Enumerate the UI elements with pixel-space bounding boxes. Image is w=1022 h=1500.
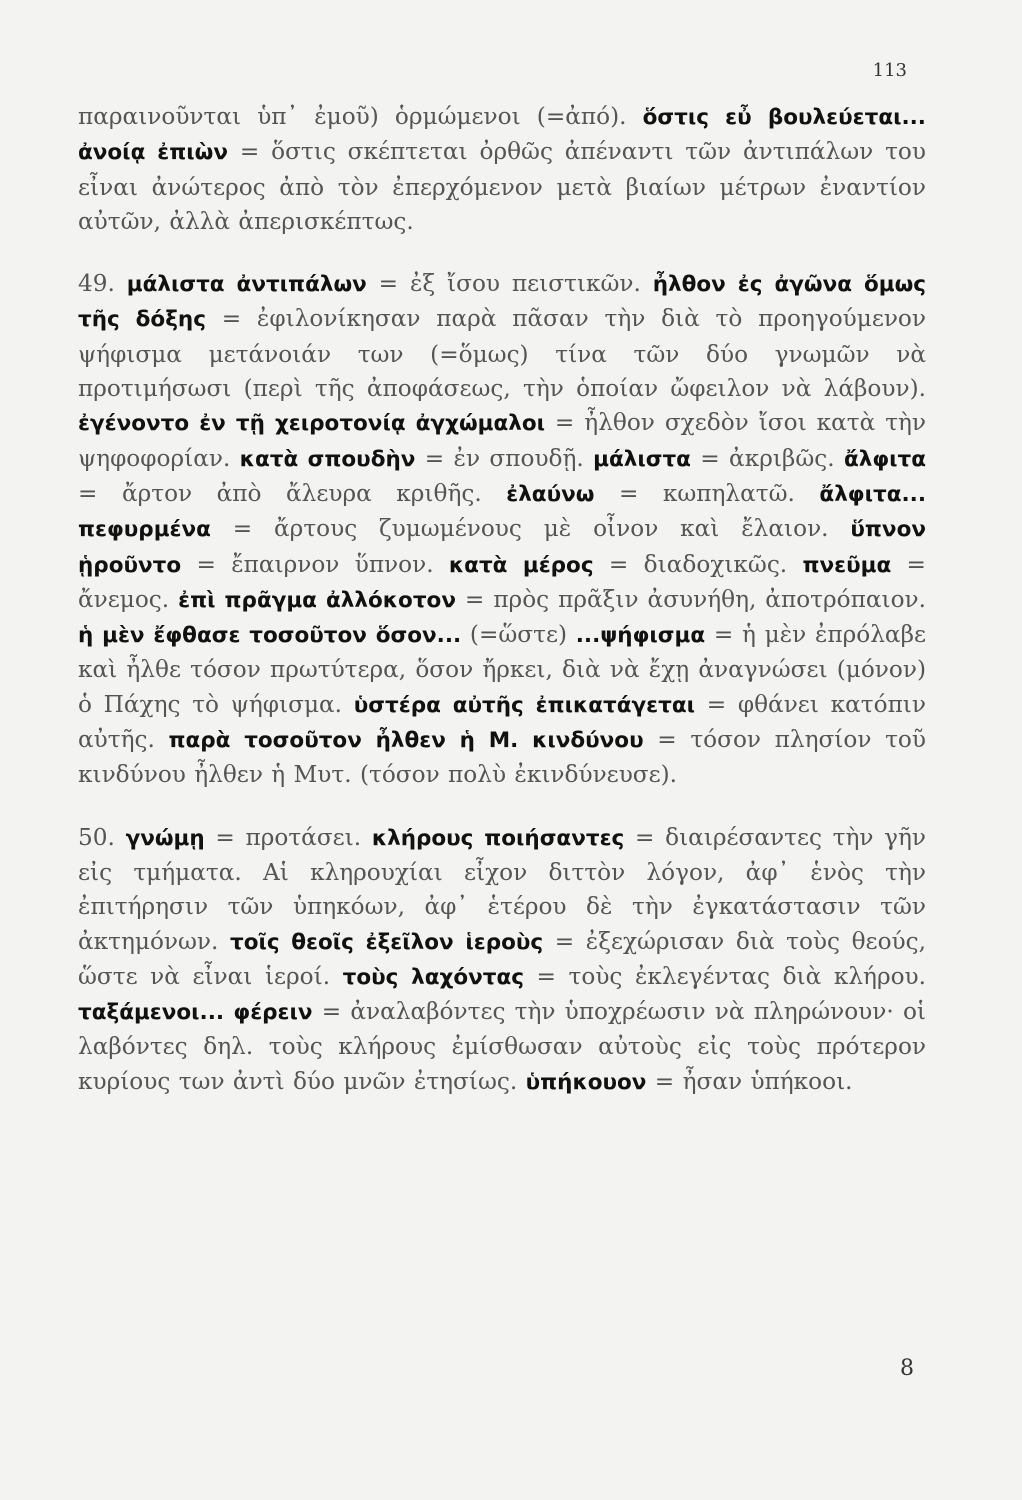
gloss: = ἔπαιρνον ὕπνον. bbox=[181, 550, 449, 578]
commentary-text bbox=[78, 100, 926, 1100]
lemma: ἐπὶ πρᾶγμα ἀλλόκοτον bbox=[178, 587, 456, 613]
gloss: = διαδοχικῶς. bbox=[593, 550, 803, 578]
lemma: ἦλθον ἐς ἀγῶνα ὅμως τῆς δόξης bbox=[78, 272, 926, 333]
gloss: = ὅστις σκέπτεται ὀρθῶς ἀπέναντι τῶν ἀντιπάλων του εἶναι ἀνώτερος ἀπὸ τὸν ἐπερχόμενον μετὰ βιαίων μέτρων ἐναντίον αὐτῶν, ἀλλὰ ἀπερισκέπτως. bbox=[78, 138, 926, 235]
gloss: παραινοῦνται ὑπ᾽ ἐμοῦ) ὁρμώμενοι (=ἀπό). bbox=[78, 103, 643, 130]
lemma: κλήρους ποιήσαντες bbox=[371, 825, 625, 851]
lemma: τοῖς θεοῖς ἐξεῖλον ἱεροὺς bbox=[229, 929, 544, 955]
gloss: = ἐν σπουδῇ. bbox=[415, 444, 594, 472]
gloss: = διαιρέσαντες τὴν γῆν εἰς τμήματα. Αἱ κληρουχίαι εἶχον διττὸν λόγον, ἀφ᾽ ἑνὸς τὴν ἐπιτήρησιν τῶν ὑπηκόων, ἀφ᾽ ἑτέρου δὲ τὴν ἐγκατάστασιν τῶν ἀκτημόνων. bbox=[78, 823, 927, 955]
gloss: = κωπηλατῶ. bbox=[594, 479, 820, 507]
page-number: 113 bbox=[872, 60, 907, 81]
lemma: ὑστέρα αὐτῆς ἐπικατάγεται bbox=[353, 692, 695, 718]
lemma: ἄλφιτα bbox=[843, 446, 927, 472]
gloss: = ἄνεμος. bbox=[78, 550, 926, 613]
gloss: = τοὺς ἐκλεγέντας διὰ κλήρου. bbox=[524, 962, 927, 990]
gloss: = πρὸς πρᾶξιν ἀσυνήθη, ἀποτρόπαιον. bbox=[455, 585, 926, 613]
paragraph bbox=[78, 267, 926, 792]
lemma: ὑπήκουον bbox=[525, 1069, 647, 1095]
gloss: 49. bbox=[78, 270, 127, 298]
gloss: = φθάνει κατόπιν αὐτῆς. bbox=[78, 690, 926, 754]
lemma: κατὰ σπουδὴν bbox=[239, 446, 416, 472]
paragraph bbox=[78, 100, 926, 239]
lemma: μάλιστα ἀντιπάλων bbox=[126, 272, 367, 298]
lemma: μάλιστα bbox=[593, 446, 691, 472]
gloss: = ἦσαν ὑπήκοοι. bbox=[646, 1067, 853, 1095]
lemma: ἐλαύνω bbox=[506, 481, 595, 507]
lemma: κατὰ μέρος bbox=[448, 552, 594, 578]
lemma: ...ψήφισμα bbox=[575, 623, 706, 649]
gloss: = ἦλθον σχεδὸν ἴσοι κατὰ τὴν ψηφοφορίαν. bbox=[78, 409, 927, 472]
lemma: ὅστις εὖ βουλεύεται... bbox=[642, 105, 926, 130]
lemma: παρὰ τοσοῦτον ἦλθεν ἡ Μ. κινδύνου bbox=[168, 728, 644, 754]
gloss: 50. bbox=[78, 823, 126, 851]
gloss: = τόσον πλησίον τοῦ κινδύνου ἦλθεν ἡ Μυτ. (τόσον πολὺ ἐκινδύνευσε). bbox=[78, 726, 926, 789]
signature-mark: 8 bbox=[900, 1356, 914, 1381]
gloss: = ἐφιλονίκησαν παρὰ πᾶσαν τὴν διὰ τὸ προηγούμενον ψήφισμα μετάνοιάν των (=ὅμως) τίνα τῶν δύο γνωμῶν νὰ προτιμήσωσι (περὶ τῆς ἀποφάσεως, τὴν ὁποίαν ὤφειλον νὰ λάβουν). bbox=[78, 305, 926, 403]
lemma: γνώμῃ bbox=[125, 825, 205, 851]
gloss: = ἀκριβῶς. bbox=[690, 444, 844, 472]
lemma: πνεῦμα bbox=[802, 552, 892, 578]
gloss: = ἄρτον ἀπὸ ἄλευρα κριθῆς. bbox=[78, 479, 507, 507]
gloss: = ἀναλαβόντες τὴν ὑποχρέωσιν νὰ πληρώνουν· οἱ λαβόντες δηλ. τοὺς κλήρους ἐμίσθωσαν αὐτοὺς εἰς τοὺς πρότερον κυρίους των ἀντὶ δύο μνῶν ἐτησίως. bbox=[78, 998, 926, 1095]
lemma: τοὺς λαχόντας bbox=[342, 964, 524, 990]
gloss: = προτάσει. bbox=[204, 823, 372, 851]
lemma: ἐγένοντο ἐν τῇ χειροτονίᾳ ἀγχώμαλοι bbox=[78, 411, 545, 437]
lemma: ἀνοίᾳ ἐπιὼν bbox=[78, 140, 228, 166]
lemma: ὕπνον ᾑροῦντο bbox=[78, 517, 926, 578]
lemma: ἄλφιτα... πεφυρμένα bbox=[78, 481, 926, 543]
lemma: ἡ μὲν ἔφθασε τοσοῦτον ὅσον... bbox=[78, 623, 462, 649]
gloss: = ἡ μὲν ἐπρόλαβε καὶ ἦλθε τόσον πρωτύτερα, ὅσον ἤρκει, διὰ νὰ ἔχῃ ἀναγνώσει (μόνον) ὁ Πάχης τὸ ψήφισμα. bbox=[78, 621, 926, 718]
paragraph bbox=[78, 821, 926, 1100]
gloss: (=ὥστε) bbox=[461, 621, 576, 649]
gloss: = ἐξεχώρισαν διὰ τοὺς θεούς, ὥστε νὰ εἶναι ἱεροί. bbox=[78, 927, 926, 990]
gloss: = ἐξ ἴσου πειστικῶν. bbox=[366, 270, 653, 298]
lemma: ταξάμενοι... φέρειν bbox=[78, 1000, 313, 1026]
gloss: = ἄρτους ζυμωμένους μὲ οἶνον καὶ ἔλαιον. bbox=[210, 515, 851, 543]
